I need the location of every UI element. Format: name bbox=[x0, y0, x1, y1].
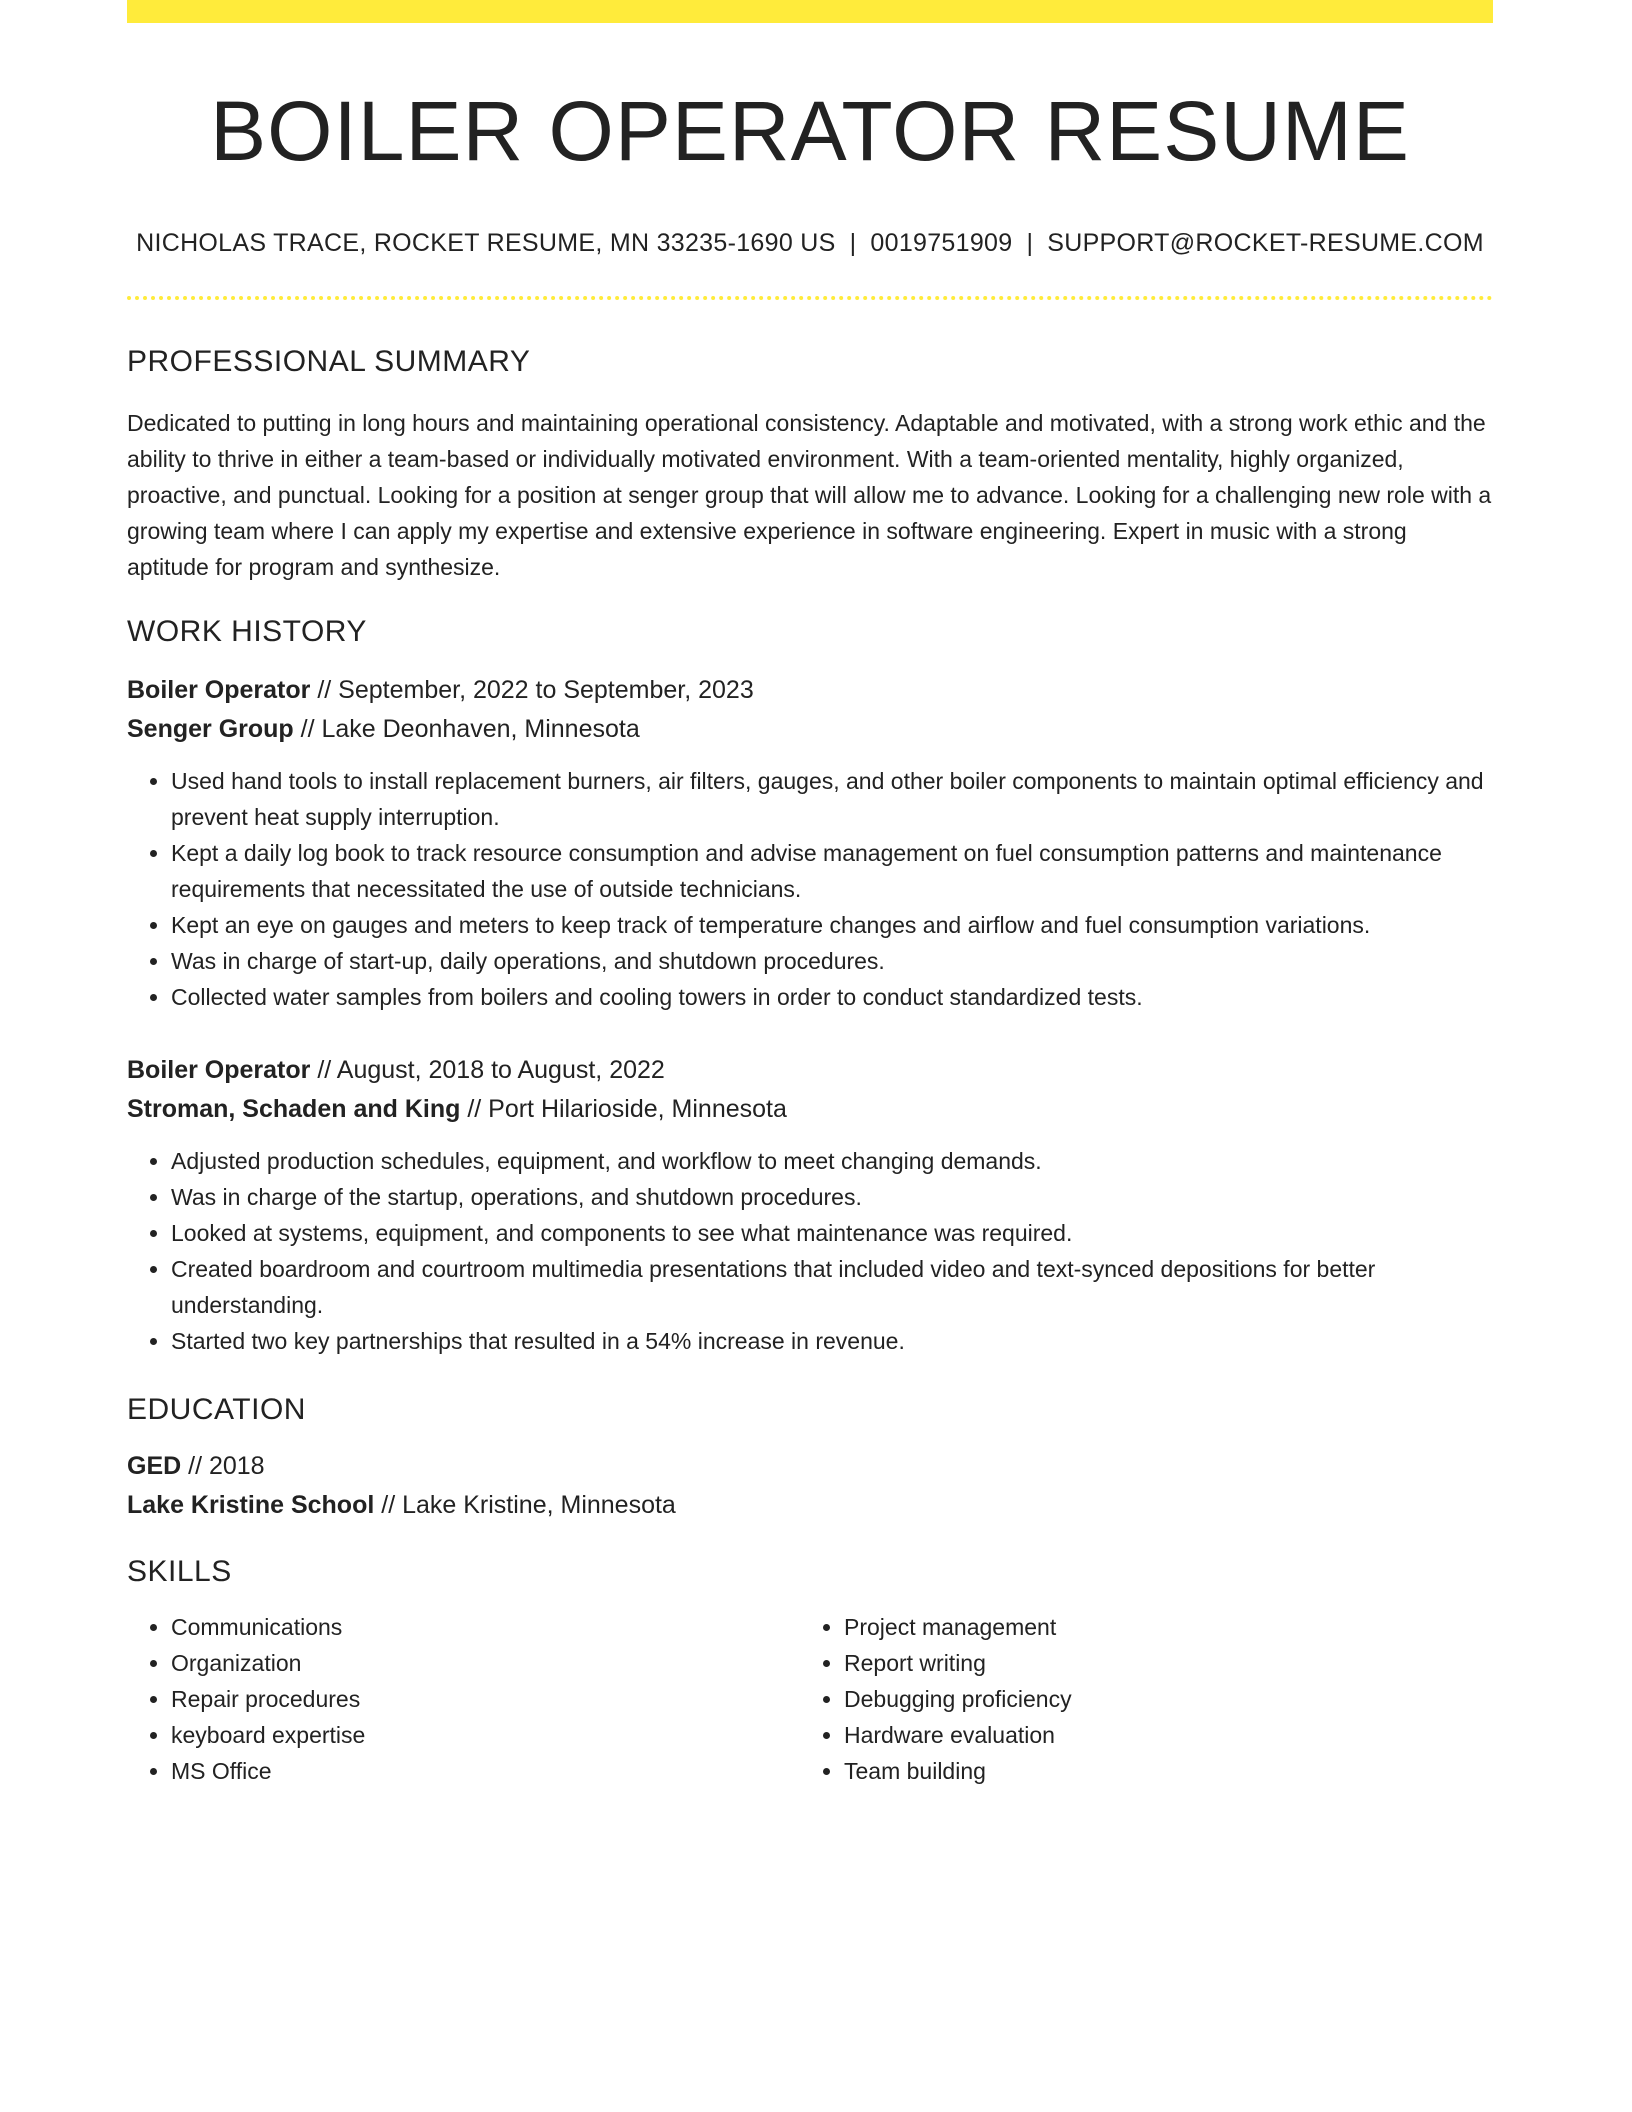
education-location: // Lake Kristine, Minnesota bbox=[374, 1491, 676, 1520]
resume-title: BOILER OPERATOR RESUME bbox=[210, 84, 1410, 178]
summary-text: Dedicated to putting in long hours and maintaining operational consistency. Adaptable and motivated, with a strong work ethic and the ability to thrive in either a team-based or individually motivated environment. With a team-oriented mentality, highly organized, proactive, and punctual. Looking for a position at senger group that will allow me to advance. Looking for a challenging new role with a growing team where I can apply my expertise and extensive experience in software engineering. Expert in music with a strong aptitude for program and synthesize. bbox=[127, 410, 1492, 581]
skill-item: • Hardware evaluation bbox=[844, 1717, 1473, 1753]
job-company-line bbox=[127, 710, 1493, 749]
list-item: • Started two key partnerships that resulted in a 54% increase in revenue. bbox=[171, 1323, 1493, 1359]
job-title: Boiler Operator bbox=[127, 1056, 311, 1085]
job-title: Boiler Operator bbox=[127, 676, 311, 705]
skills-list-right bbox=[800, 1609, 1473, 1789]
job-title-line bbox=[127, 671, 1493, 710]
skill-item: • keyboard expertise bbox=[171, 1717, 800, 1753]
education-degree-line bbox=[127, 1447, 1493, 1486]
list-item: • Was in charge of the startup, operations, and shutdown procedures. bbox=[171, 1179, 1493, 1215]
job-dates: // September, 2022 to September, 2023 bbox=[310, 676, 754, 705]
list-item: • Created boardroom and courtroom multimedia presentations that included video and text-synced depositions for better understanding. bbox=[171, 1251, 1493, 1323]
skills-section bbox=[127, 1555, 1493, 1789]
section-heading-work: WORK HISTORY bbox=[127, 615, 367, 649]
skill-item: • Project management bbox=[844, 1609, 1473, 1645]
list-item: • Collected water samples from boilers and cooling towers in order to conduct standardized tests. bbox=[171, 979, 1493, 1015]
education-degree: GED bbox=[127, 1452, 182, 1481]
contact-address: NICHOLAS TRACE, ROCKET RESUME, MN 33235-1690 US bbox=[136, 229, 836, 258]
skill-item: • Repair procedures bbox=[171, 1681, 800, 1717]
top-accent-bar bbox=[127, 0, 1493, 23]
skills-list-left bbox=[127, 1609, 800, 1789]
skill-item: • Debugging proficiency bbox=[844, 1681, 1473, 1717]
skill-item: • MS Office bbox=[171, 1753, 800, 1789]
contact-email: SUPPORT@ROCKET-RESUME.COM bbox=[1047, 229, 1484, 258]
job-company-line bbox=[127, 1090, 1493, 1129]
dotted-divider bbox=[127, 296, 1493, 300]
contact-phone: 0019751909 bbox=[870, 229, 1013, 258]
contact-line bbox=[127, 229, 1493, 258]
education-entry bbox=[127, 1447, 1493, 1525]
education-school: Lake Kristine School bbox=[127, 1491, 375, 1520]
summary-section bbox=[127, 345, 1493, 585]
job-bullets bbox=[127, 1143, 1493, 1359]
resume-page bbox=[127, 0, 1493, 1789]
list-item: • Looked at systems, equipment, and components to see what maintenance was required. bbox=[171, 1215, 1493, 1251]
job-location: // Lake Deonhaven, Minnesota bbox=[293, 715, 640, 744]
job-company: Stroman, Schaden and King bbox=[127, 1095, 461, 1124]
skill-item: • Team building bbox=[844, 1753, 1473, 1789]
job-entry bbox=[127, 1051, 1493, 1359]
job-location: // Port Hilarioside, Minnesota bbox=[460, 1095, 787, 1124]
contact-separator: | bbox=[1026, 229, 1034, 258]
section-heading-summary: PROFESSIONAL SUMMARY bbox=[127, 345, 531, 379]
section-heading-skills: SKILLS bbox=[127, 1555, 232, 1589]
job-entry bbox=[127, 671, 1493, 1015]
education-school-line bbox=[127, 1486, 1493, 1525]
list-item: • Adjusted production schedules, equipment, and workflow to meet changing demands. bbox=[171, 1143, 1493, 1179]
skill-item: • Report writing bbox=[844, 1645, 1473, 1681]
job-dates: // August, 2018 to August, 2022 bbox=[310, 1056, 665, 1085]
skill-item: • Communications bbox=[171, 1609, 800, 1645]
job-title-line bbox=[127, 1051, 1493, 1090]
list-item: • Kept an eye on gauges and meters to keep track of temperature changes and airflow and fuel consumption variations. bbox=[171, 907, 1493, 943]
education-year: // 2018 bbox=[181, 1452, 265, 1481]
section-heading-education: EDUCATION bbox=[127, 1393, 306, 1427]
list-item: • Used hand tools to install replacement burners, air filters, gauges, and other boiler components to maintain optimal efficiency and prevent heat supply interruption. bbox=[171, 763, 1493, 835]
work-history-section bbox=[127, 615, 1493, 1359]
job-company: Senger Group bbox=[127, 715, 294, 744]
skill-item: • Organization bbox=[171, 1645, 800, 1681]
list-item: • Was in charge of start-up, daily operations, and shutdown procedures. bbox=[171, 943, 1493, 979]
list-item: • Kept a daily log book to track resource consumption and advise management on fuel consumption patterns and maintenance requirements that necessitated the use of outside technicians. bbox=[171, 835, 1493, 907]
contact-separator: | bbox=[849, 229, 857, 258]
job-bullets bbox=[127, 763, 1493, 1015]
education-section bbox=[127, 1393, 1493, 1525]
skills-columns bbox=[127, 1609, 1493, 1789]
